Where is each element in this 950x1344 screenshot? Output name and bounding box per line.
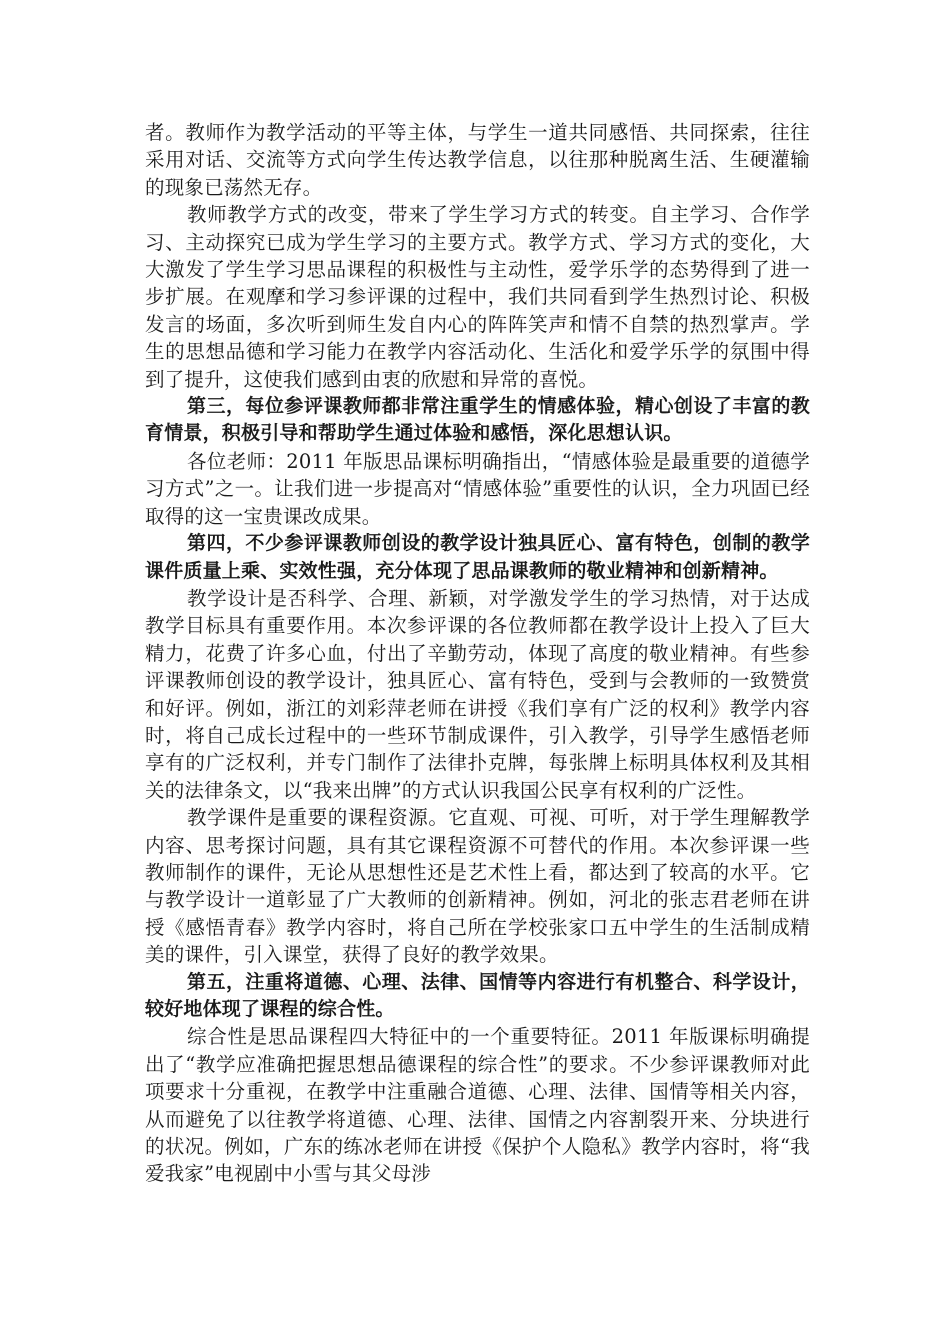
paragraph-2: 教师教学方式的改变，带来了学生学习方式的转变。自主学习、合作学习、主动探究已成为学生学习的主要方式。教学方式、学习方式的变化，大大激发了学生学习思品课程的积极性与主动性，爱学乐学的态势得到了进一步扩展。在观摩和学习参评课的过程中，我们共同看到学生热烈讨论、积极发言的场面，多次听到师生发自内心的阵阵笑声和情不自禁的热烈掌声。学生的思想品德和学习能力在教学内容活动化、生活化和爱学乐学的氛围中得到了提升，这使我们感到由衷的欣慰和异常的喜悦。 — [145, 203, 810, 391]
paragraph-4: 教学设计是否科学、合理、新颖，对学激发学生的学习热情，对于达成教学目标具有重要作用。本次参评课的各位教师都在教学设计上投入了巨大精力，花费了许多心血，付出了辛勤劳动，体现了高度的敬业精神。有些参评课教师创设的教学设计，独具匠心、富有特色，受到与会教师的一致赞赏和好评。例如，浙江的刘彩萍老师在讲授《我们享有广泛的权利》教学内容时，将自己成长过程中的一些环节制成课件，引入教学，引导学生感悟老师享有的广泛权利，并专门制作了法律扑克牌，每张牌上标明具体权利及其相关的法律条文，以“我来出牌”的方式认识我国公民享有权利的广泛性。 — [145, 586, 810, 802]
paragraph-5: 教学课件是重要的课程资源。它直观、可视、可听，对于学生理解教学内容、思考探讨问题，具有其它课程资源不可替代的作用。本次参评课一些教师制作的课件，无论从思想性还是艺术性上看，都达到了较高的水平。它与教学设计一道彰显了广大教师的创新精神。例如，河北的张志君老师在讲授《感悟青春》教学内容时，将自己所在学校张家口五中学生的生活制成精美的课件，引入课堂，获得了良好的教学效果。 — [145, 806, 810, 967]
paragraph-6: 综合性是思品课程四大特征中的一个重要特征。2011 年版课标明确提出了“教学应准确把握思想品德课程的综合性”的要求。不少参评课教师对此项要求十分重视，在教学中注重融合道德、心理、法律、国情等相关内容，从而避免了以往教学将道德、心理、法律、国情之内容割裂开来、分块进行的状况。例如，广东的练冰老师在讲授《保护个人隐私》教学内容时，将“我爱我家”电视剧中小雪与其父母涉 — [145, 1025, 810, 1186]
document-page — [145, 119, 810, 1188]
heading-third-point: 第三，每位参评课教师都非常注重学生的情感体验，精心创设了丰富的教育情景，积极引导和帮助学生通过体验和感悟，深化思想认识。 — [145, 395, 810, 445]
paragraph-3: 各位老师：2011 年版思品课标明确指出，“情感体验是最重要的道德学习方式”之一。让我们进一步提高对“情感体验”重要性的认识，全力巩固已经取得的这一宝贵课改成果。 — [145, 449, 810, 528]
heading-fifth-point: 第五，注重将道德、心理、法律、国情等内容进行有机整合、科学设计，较好地体现了课程的综合性。 — [145, 970, 810, 1020]
heading-fourth-point: 第四，不少参评课教师创设的教学设计独具匠心、富有特色，创制的教学课件质量上乘、实效性强，充分体现了思品课教师的敬业精神和创新精神。 — [145, 532, 810, 582]
paragraph-1: 者。教师作为教学活动的平等主体，与学生一道共同感悟、共同探索，往往采用对话、交流等方式向学生传达教学信息，以往那种脱离生活、生硬灌输的现象已荡然无存。 — [145, 121, 810, 199]
